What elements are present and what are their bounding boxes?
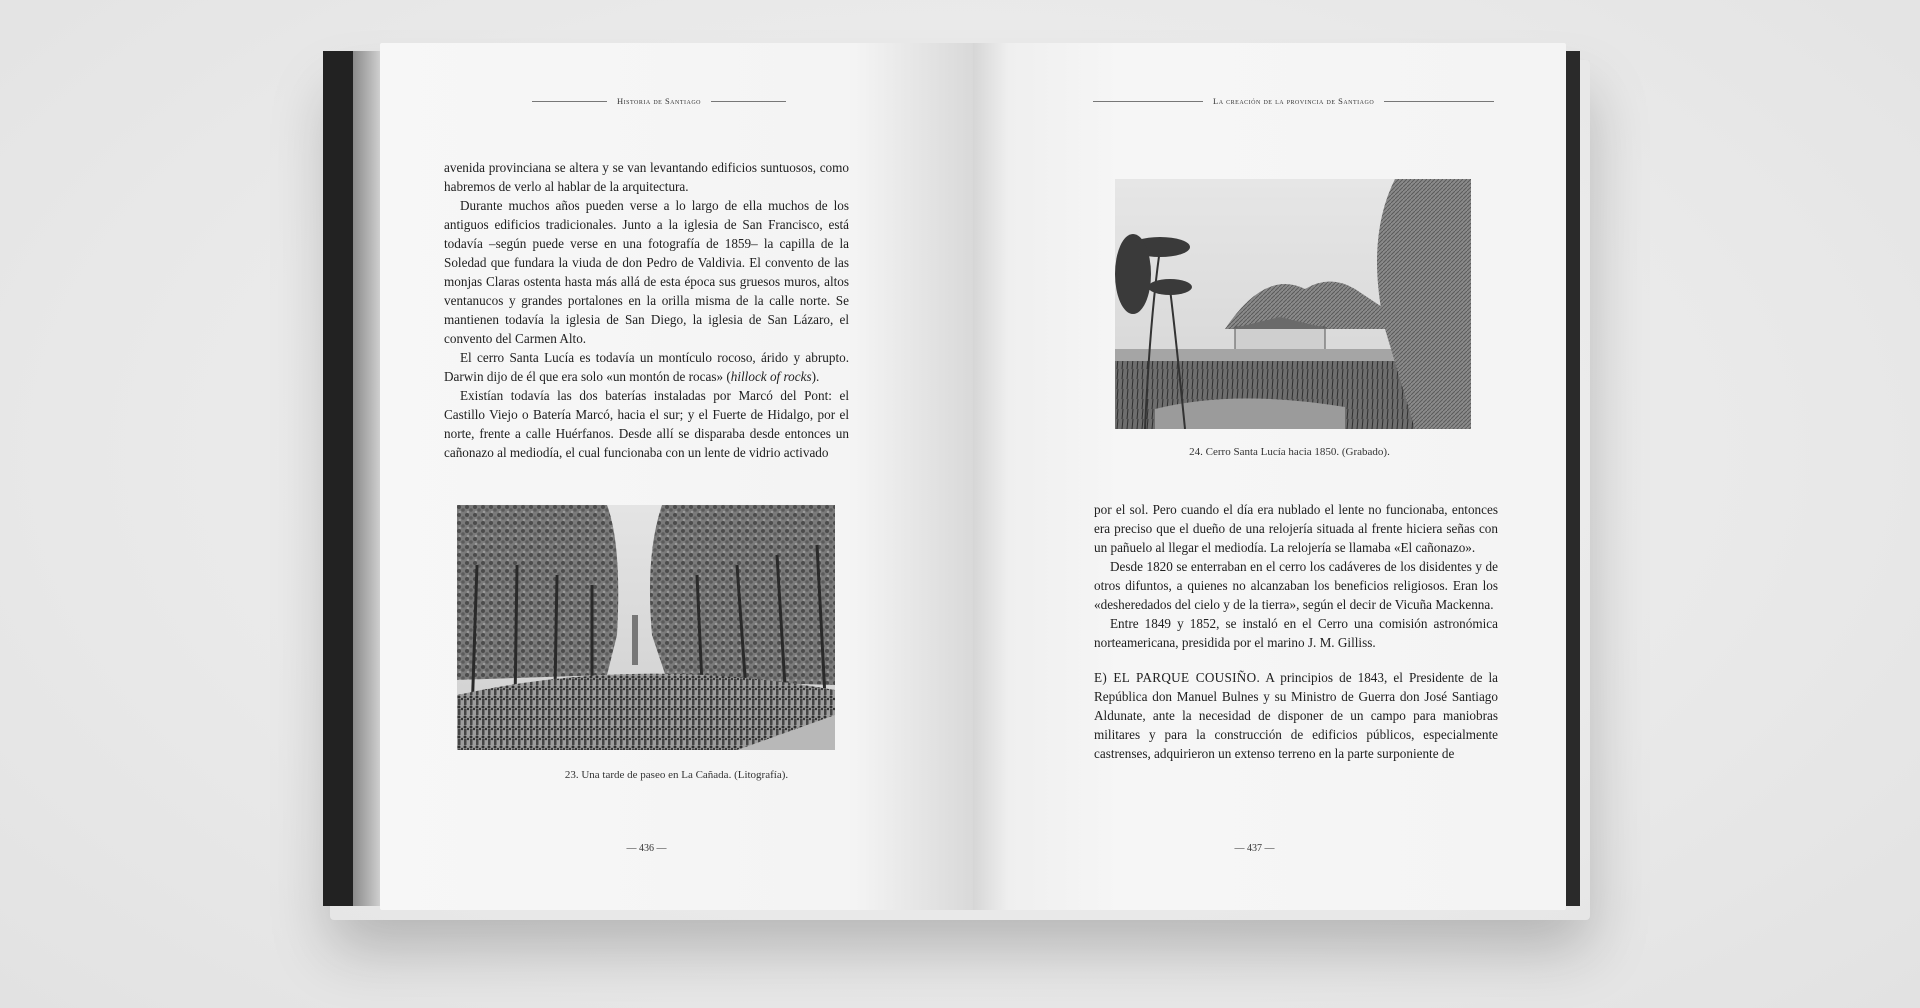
- paragraph: [444, 348, 849, 386]
- engraving-cerro-santa-lucia: [1115, 179, 1471, 429]
- figure-caption: 23. Una tarde de paseo en La Cañada. (Litografía).: [564, 769, 789, 781]
- page-number-left: — 436 —: [626, 843, 667, 854]
- right-running-head: [1093, 96, 1494, 106]
- running-head-text: Historia de Santiago: [617, 96, 701, 106]
- left-body-text: [444, 158, 849, 462]
- engraving-illustration: [1115, 179, 1471, 429]
- paragraph-text: El cerro Santa Lucía es todavía un montículo rocoso, árido y abrupto. Darwin dijo de él que era solo «un montón de rocas» (: [444, 350, 849, 384]
- running-head-rule: [532, 101, 607, 102]
- paragraph: Entre 1849 y 1852, se instaló en el Cerro una comisión astronómica norteamericana, presidida por el marino J. M. Gilliss.: [1094, 616, 1498, 650]
- left-running-head: [532, 96, 786, 106]
- paragraph: Durante muchos años pueden verse a lo largo de ella muchos de los antiguos edificios tradicionales. Junto a la iglesia de San Francisco, está todavía –según puede verse en una fotografía de 1859– la capilla de la Soledad que fundara la viuda de don Pedro de Valdivia. El convento de las monjas Claras ostenta hasta más allá de esta época sus gruesos muros, altos ventanucos y grandes portalones en la orilla misma de la calle norte. Se mantienen todavía la iglesia de San Diego, la iglesia de San Lázaro, el convento del Carmen Alto.: [444, 198, 849, 346]
- paragraph: Existían todavía las dos baterías instaladas por Marcó del Pont: el Castillo Viejo o Batería Marcó, hacia el sur; y el Fuerte de Hidalgo, por el norte, frente a calle Huérfanos. Desde allí se disparaba desde entonces un cañonazo al mediodía, el cual funcionaba con un lente de vidrio activado: [444, 388, 849, 460]
- lithograph-illustration: [457, 505, 835, 750]
- left-page: [380, 43, 973, 910]
- italic-phrase: hillock of rocks: [730, 369, 812, 384]
- right-body-text: [1094, 500, 1498, 763]
- section-heading: E) EL PARQUE COUSIÑO.: [1094, 670, 1261, 685]
- page-number-right: — 437 —: [1234, 843, 1275, 854]
- section-text: A principios de 1843, el Presidente de la República don Manuel Bulnes y su Ministro de Guerra don José Santiago Aldunate, ante la necesidad de disponer de un campo para maniobras militares y para la construcción de edificios públicos, especialmente castrenses, adquirieron un extenso terreno en la parte surponiente de: [1094, 670, 1499, 761]
- paragraph: [1094, 668, 1498, 763]
- running-head-rule: [1093, 101, 1203, 102]
- running-head-rule: [1384, 101, 1494, 102]
- lithograph-la-canada: [457, 505, 835, 750]
- running-head-text: La creación de la provincia de Santiago: [1213, 96, 1375, 106]
- paragraph: por el sol. Pero cuando el día era nublado el lente no funcionaba, entonces era preciso que el dueño de una relojería situada al frente hiciera señas con un pañuelo al llegar el mediodía. La relojería se llamaba «El cañonazo».: [1094, 502, 1498, 555]
- paragraph: Desde 1820 se enterraban en el cerro los cadáveres de los disidentes y de otros difuntos, a quienes no alcanzaban los beneficios religiosos. Eran los «desheredados del cielo y de la tierra», según el decir de Vicuña Mackenna.: [1094, 559, 1498, 612]
- page-edges-left: [353, 51, 380, 906]
- paragraph-text: ).: [811, 369, 820, 384]
- figure-caption: 24. Cerro Santa Lucía hacia 1850. (Grabado).: [1189, 446, 1390, 458]
- book-cover-edge-left: [323, 51, 353, 906]
- right-page: [973, 43, 1566, 910]
- book-cover-edge-right: [1566, 51, 1580, 906]
- paragraph: avenida provinciana se altera y se van levantando edificios suntuosos, como habremos de verlo al hablar de la arquitectura.: [444, 160, 849, 194]
- running-head-rule: [711, 101, 786, 102]
